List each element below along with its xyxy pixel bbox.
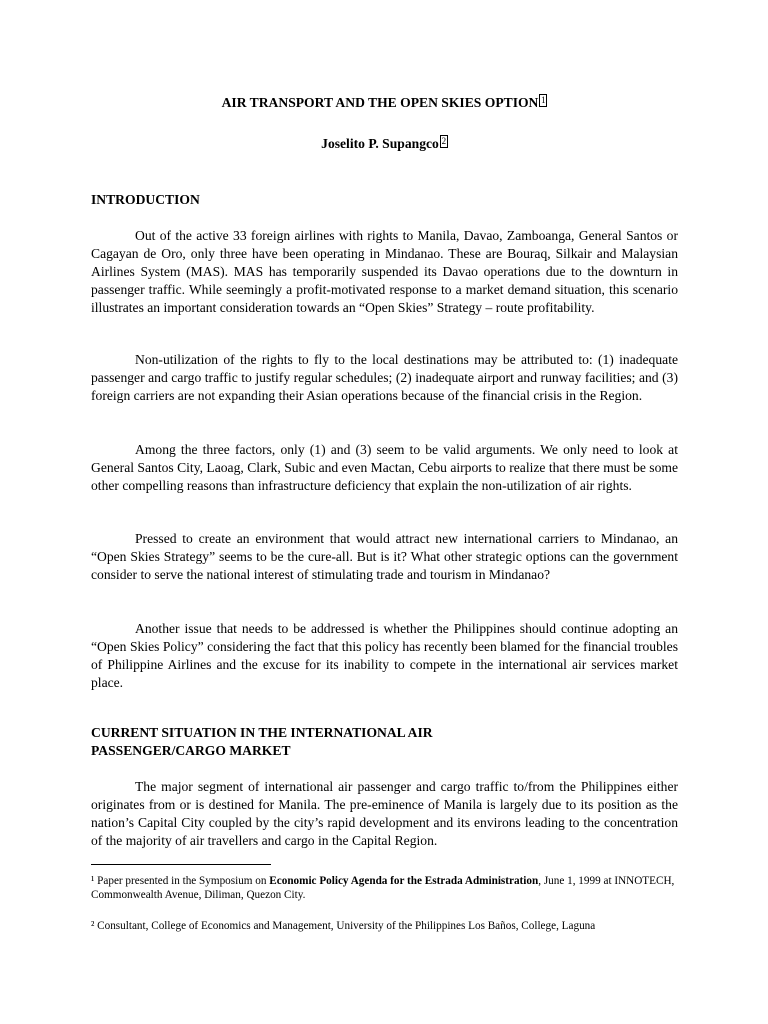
section-heading-introduction: INTRODUCTION bbox=[91, 192, 200, 207]
paragraph-intro-3: Among the three factors, only (1) and (3) seem to be valid arguments. We only need to look at General Santos City, Laoag, Clark, Subic and even Mactan, Cebu airports to realize that there must be some other compelling reasons than infrastructure deficiency that explain the non-utilization of air rights. bbox=[91, 442, 678, 493]
paragraph-intro-1: Out of the active 33 foreign airlines with rights to Manila, Davao, Zamboanga, General Santos or Cagayan de Oro, only three have been operating in Mindanao. These are Bouraq, Silkair and Malaysian Airlines System (MAS). MAS has temporarily suspended its Davao operations due to the downturn in passenger traffic. While seemingly a profit-motivated response to a market demand situation, this scenario illustrates an important consideration towards an “Open Skies” Strategy – route profitability. bbox=[91, 228, 678, 315]
author-footnote-marker[interactable]: 2 bbox=[441, 136, 447, 146]
footnote-1-bold: Economic Policy Agenda for the Estrada Administration bbox=[269, 875, 539, 887]
paragraph-current-situation-1: The major segment of international air passenger and cargo traffic to/from the Philippines either originates from or is destined for Manila. The pre-eminence of Manila is largely due to its position as the nation’s Capital City coupled by the city’s rapid development and its environs leading to the concentration of the majority of air travellers and cargo in the Capital Region. bbox=[91, 779, 678, 848]
paragraph-intro-5: Another issue that needs to be addressed is whether the Philippines should continue adopting an “Open Skies Policy” considering the fact that this policy has recently been blamed for the financial troubles of Philippine Airlines and the excuse for its inability to compete in the international air services market place. bbox=[91, 621, 678, 690]
paper-title bbox=[91, 94, 678, 111]
author-name bbox=[91, 135, 678, 152]
footnote-1-after: , June 1, 1999 at INNOTECH, Commonwealth Avenue, Diliman, Quezon City. bbox=[91, 875, 675, 901]
paragraph-intro-4: Pressed to create an environment that would attract new international carriers to Mindanao, an “Open Skies Strategy” seems to be the cure-all. But is it? What other strategic options can the government consider to serve the national interest of stimulating trade and tourism in Mindanao? bbox=[91, 531, 678, 582]
footnote-1-mark: ¹ bbox=[91, 875, 95, 887]
section-heading-current-situation-line2: PASSENGER/CARGO MARKET bbox=[91, 743, 291, 758]
footnote-1-before: Paper presented in the Symposium on bbox=[94, 875, 270, 887]
footnote-2 bbox=[91, 919, 678, 933]
paper-title-text: AIR TRANSPORT AND THE OPEN SKIES OPTION bbox=[221, 95, 539, 110]
footnote-2-mark: ² bbox=[91, 920, 95, 932]
section-heading-current-situation-line1: CURRENT SITUATION IN THE INTERNATIONAL AIR bbox=[91, 725, 433, 740]
title-footnote-marker[interactable]: 1 bbox=[541, 95, 546, 105]
paragraph-intro-2: Non-utilization of the rights to fly to the local destinations may be attributed to: (1) inadequate passenger and cargo traffic to justify regular schedules; (2) inadequate airport and runway facilities; and (3) foreign carriers are not expanding their Asian operations because of the financial crisis in the Region. bbox=[91, 352, 678, 403]
footnote-1 bbox=[91, 874, 678, 902]
author-name-text: Joselito P. Supangco bbox=[321, 136, 439, 151]
footnote-divider bbox=[91, 864, 271, 865]
footnote-2-text: Consultant, College of Economics and Management, University of the Philippines Los Baños, College, Laguna bbox=[94, 920, 596, 932]
